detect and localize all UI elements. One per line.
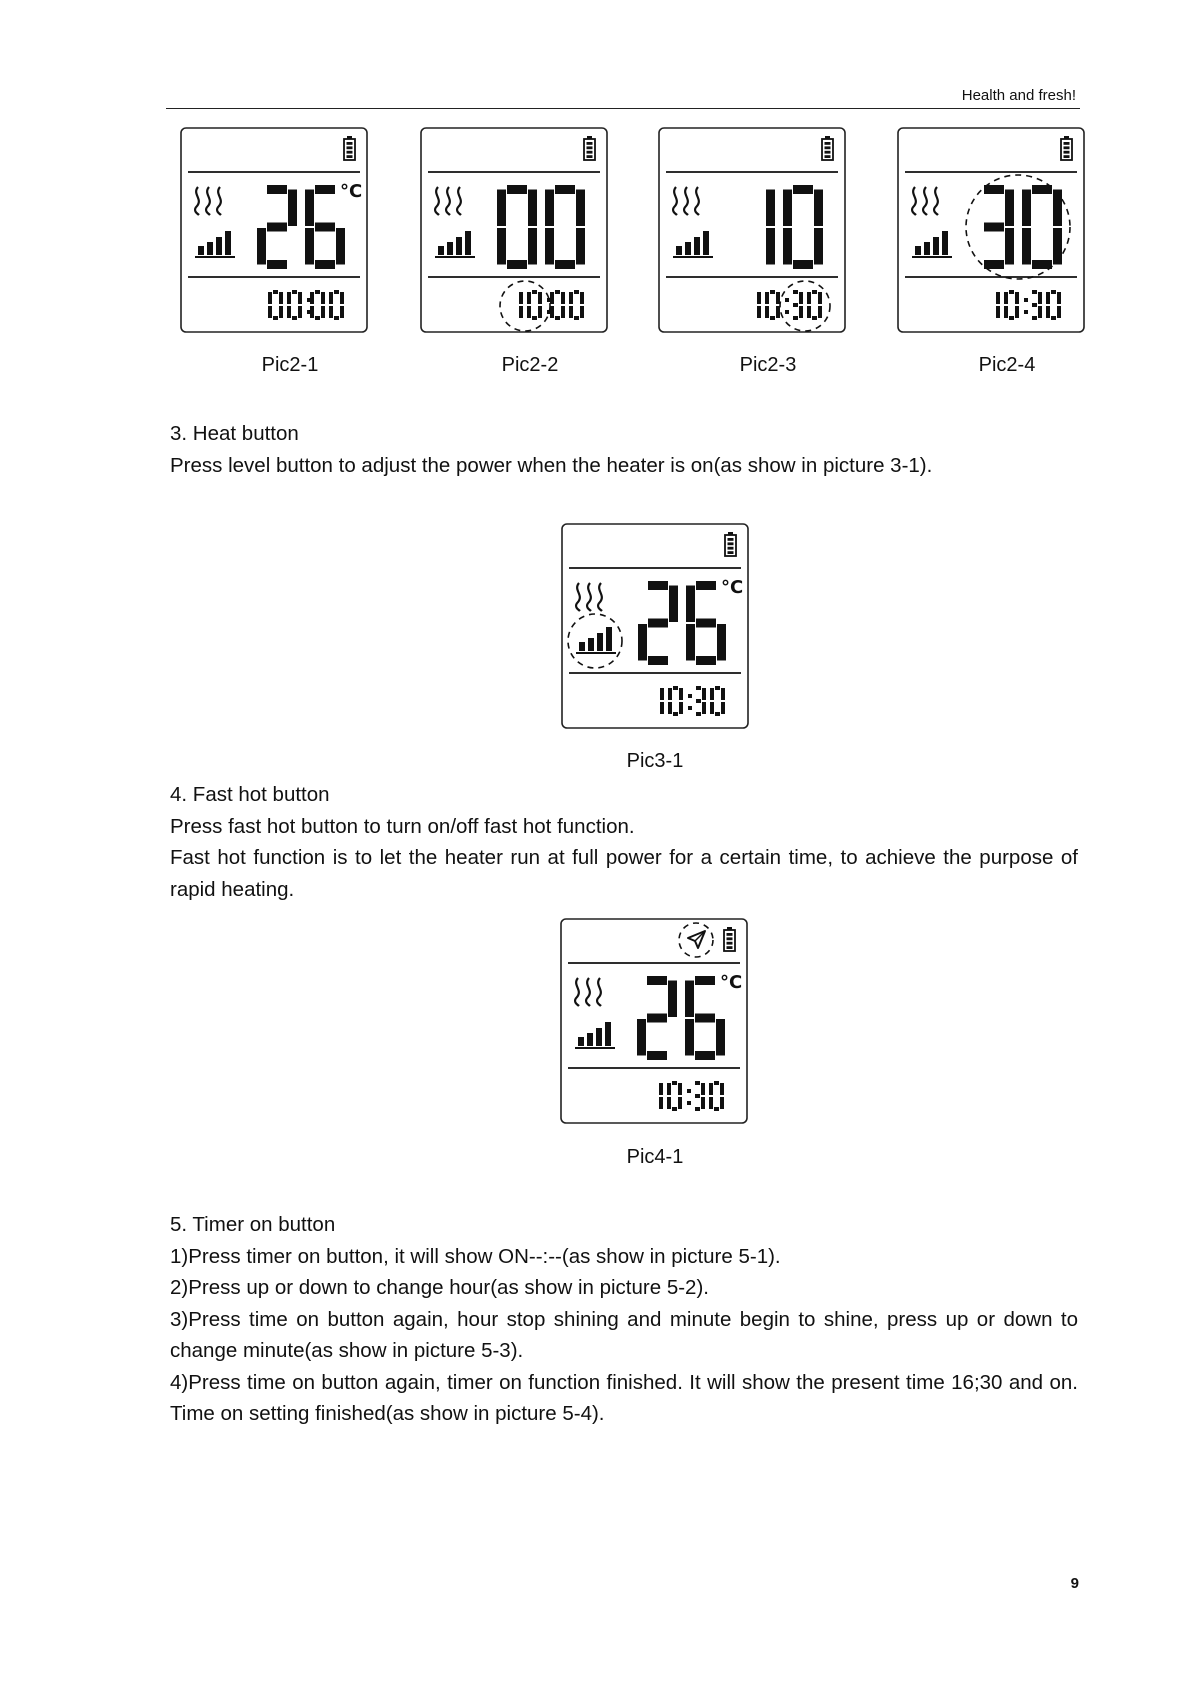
svg-text:°C: °C	[721, 577, 744, 598]
caption-pic2-2: Pic2-2	[501, 354, 559, 376]
lcd-svg	[180, 127, 368, 333]
page-number: 9	[1070, 1575, 1079, 1592]
lcd-display-pic2-3	[658, 127, 846, 333]
section-fast-hot-button	[170, 779, 1078, 905]
lcd-svg	[658, 127, 846, 333]
step-1: 1)Press timer on button, it will show ON--:--(as show in picture 5-1).	[170, 1244, 781, 1268]
section-body: Press level button to adjust the power when the heater is on(as show in picture 3-1).	[170, 453, 933, 477]
section-body-line2: Fast hot function is to let the heater run at full power for a certain time, to achieve the purpose of rapid heating.	[170, 846, 1078, 901]
lcd-display-pic3-1	[561, 523, 749, 729]
caption-pic2-3: Pic2-3	[739, 354, 797, 376]
step-3: 3)Press time on button again, hour stop shining and minute begin to shine, press up or down to change minute(as show in picture 5-3).	[170, 1307, 1078, 1362]
lcd-svg	[420, 127, 608, 333]
page-header	[166, 84, 1080, 109]
lcd-svg	[560, 918, 748, 1124]
lcd-display-pic2-2	[420, 127, 608, 333]
section-title: 5. Timer on button	[170, 1213, 336, 1236]
header-text: Health and fresh!	[961, 87, 1076, 104]
section-body-line1: Press fast hot button to turn on/off fast hot function.	[170, 814, 635, 838]
caption-pic4-1: Pic4-1	[626, 1146, 684, 1168]
svg-text:°C: °C	[720, 972, 743, 993]
section-heat-button	[170, 418, 1078, 481]
step-4: 4)Press time on button again, timer on function finished. It will show the present time 16;30 and on. Time on setting finished(as show in picture 5-4).	[170, 1370, 1078, 1425]
caption-pic3-1: Pic3-1	[626, 750, 684, 772]
lcd-display-pic2-1	[180, 127, 368, 333]
lcd-svg	[561, 523, 749, 729]
step-2: 2)Press up or down to change hour(as show in picture 5-2).	[170, 1276, 709, 1299]
section-title: 4. Fast hot button	[170, 783, 330, 806]
caption-pic2-1: Pic2-1	[261, 354, 319, 376]
section-timer-on-button	[170, 1209, 1078, 1430]
svg-text:°C: °C	[340, 181, 363, 202]
lcd-display-pic4-1	[560, 918, 748, 1124]
lcd-svg	[897, 127, 1085, 333]
caption-pic2-4: Pic2-4	[978, 354, 1036, 376]
lcd-display-pic2-4	[897, 127, 1085, 333]
section-title: 3. Heat button	[170, 422, 299, 445]
